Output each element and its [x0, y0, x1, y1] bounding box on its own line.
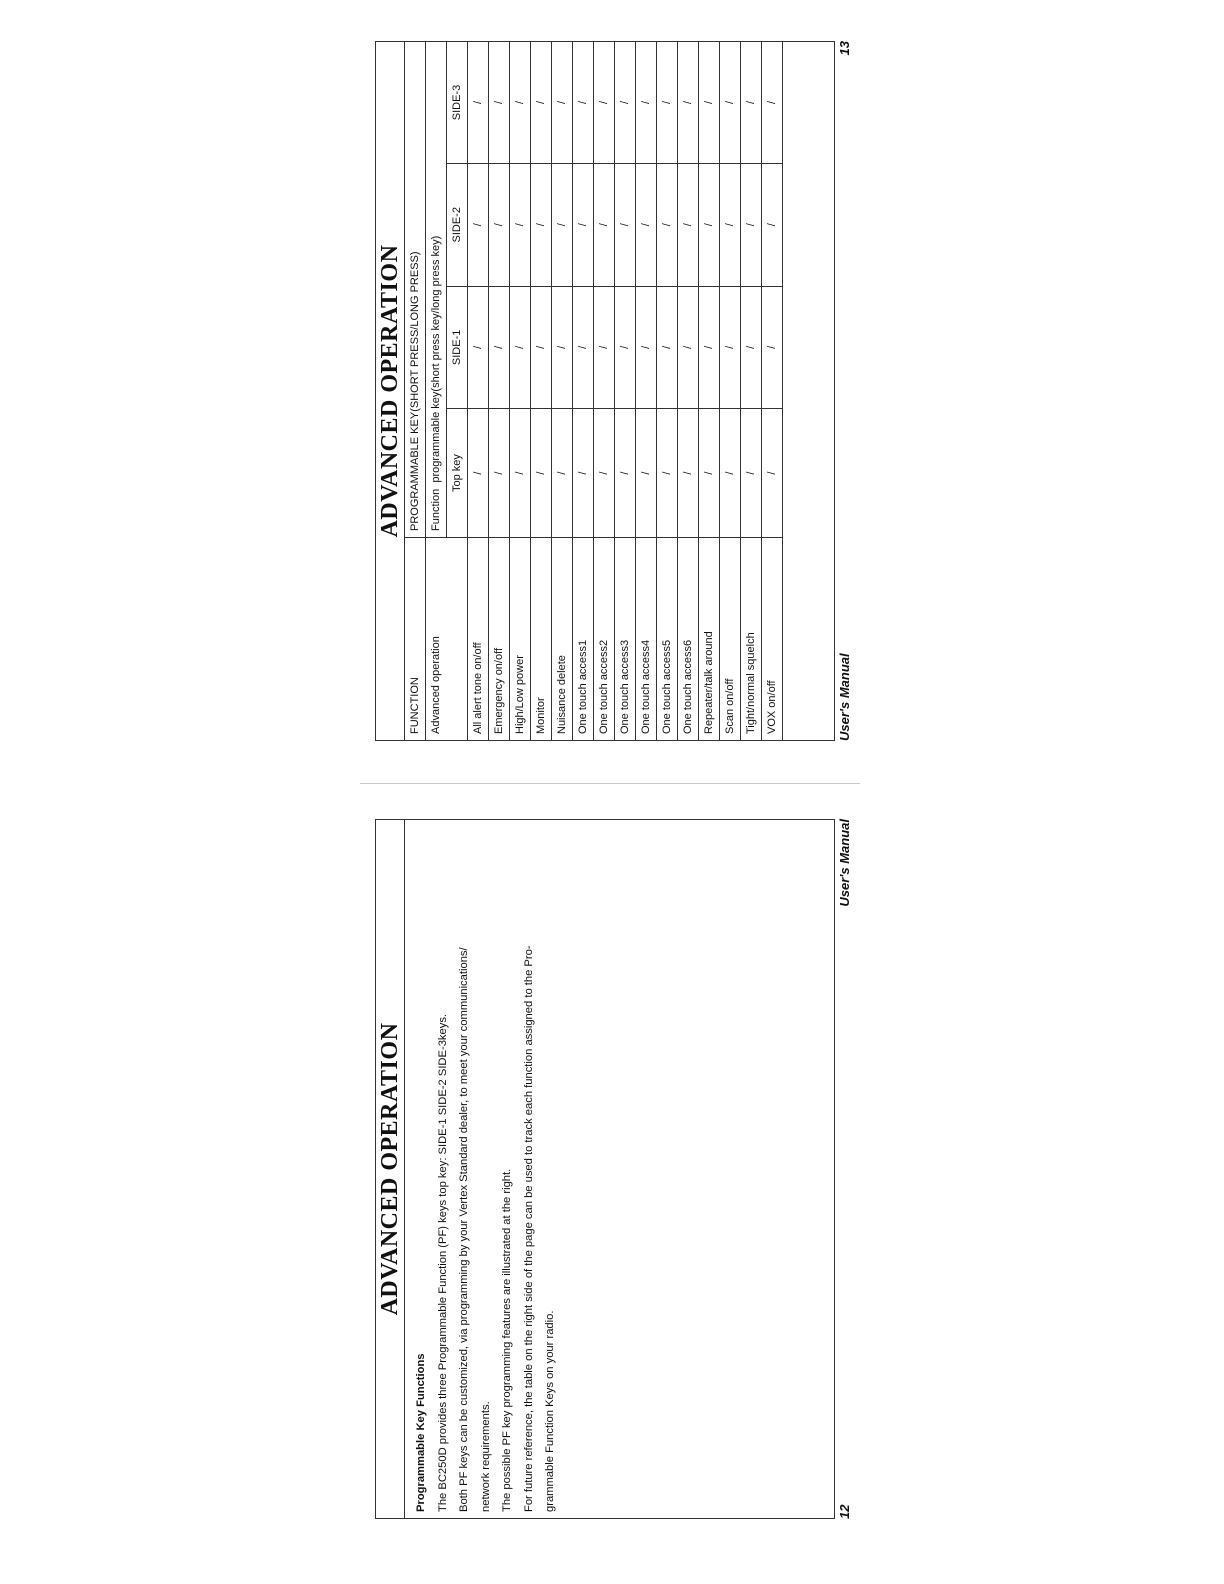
function-name-cell: One touch access5	[657, 538, 678, 741]
key-assignment-cell: /	[573, 409, 594, 538]
key-assignment-cell: /	[741, 286, 762, 409]
function-name-cell: All alert tone on/off	[468, 538, 489, 741]
key-assignment-cell: /	[552, 163, 573, 286]
page-13-footer	[835, 41, 855, 741]
column-header: SIDE-1	[447, 286, 468, 409]
key-assignment-cell: /	[699, 42, 720, 163]
table-row	[762, 42, 783, 740]
key-assignment-cell: /	[699, 286, 720, 409]
key-assignment-cell: /	[531, 286, 552, 409]
paragraph-line: grammable Function Keys on your radio.	[544, 1310, 556, 1512]
key-assignment-cell: /	[636, 163, 657, 286]
key-assignment-cell: /	[762, 163, 783, 286]
subheader-programmable-left: Function	[430, 488, 442, 531]
key-assignment-cell: /	[489, 163, 510, 286]
table-header-row	[405, 42, 426, 740]
function-name-cell: Emergency on/off	[489, 538, 510, 741]
key-assignment-cell: /	[636, 42, 657, 163]
paragraph-line: Both PF keys can be customized, via programming by your Vertex Standard dealer, to meet your communications/	[458, 947, 470, 1512]
paragraph-line: The possible PF key programming features are illustrated at the right.	[501, 1168, 513, 1512]
subheader-programmable-right: programmable key(short press key/long press key)	[430, 235, 442, 483]
key-assignment-cell: /	[510, 286, 531, 409]
table-row	[678, 42, 699, 740]
table-row	[552, 42, 573, 740]
table-body	[468, 42, 783, 740]
function-name-cell: High/Low power	[510, 538, 531, 741]
table-row	[468, 42, 489, 740]
function-name-cell: One touch access6	[678, 538, 699, 741]
key-assignment-cell: /	[678, 286, 699, 409]
page-title: ADVANCED OPERATION	[376, 820, 405, 1518]
key-assignment-cell: /	[489, 42, 510, 163]
key-assignment-cell: /	[594, 163, 615, 286]
table-row	[636, 42, 657, 740]
key-assignment-cell: /	[762, 286, 783, 409]
key-assignment-cell: /	[678, 163, 699, 286]
function-name-cell: One touch access1	[573, 538, 594, 741]
key-assignment-cell: /	[720, 286, 741, 409]
key-assignment-cell: /	[636, 286, 657, 409]
page-number: 13	[837, 41, 852, 56]
key-assignment-cell: /	[741, 163, 762, 286]
page-number: 12	[837, 1504, 852, 1519]
function-name-cell: One touch access3	[615, 538, 636, 741]
key-assignment-cell: /	[636, 409, 657, 538]
key-assignment-cell: /	[615, 42, 636, 163]
footer-manual-label: User's Manual	[837, 819, 852, 907]
key-assignment-cell: /	[762, 409, 783, 538]
header-programmable: PROGRAMMABLE KEY(SHORT PRESS/LONG PRESS)	[405, 42, 426, 538]
key-assignment-cell: /	[720, 42, 741, 163]
footer-manual-label: User's Manual	[837, 653, 852, 741]
key-assignment-cell: /	[657, 286, 678, 409]
key-assignment-cell: /	[573, 163, 594, 286]
page-12	[375, 819, 855, 1519]
table-row	[573, 42, 594, 740]
function-name-cell: Tight/normal squelch	[741, 538, 762, 741]
key-assignment-cell: /	[531, 409, 552, 538]
table-row	[531, 42, 552, 740]
key-assignment-cell: /	[594, 409, 615, 538]
key-assignment-cell: /	[615, 286, 636, 409]
key-assignment-cell: /	[615, 163, 636, 286]
page-12-frame	[375, 819, 835, 1519]
header-function: FUNCTION	[405, 538, 426, 741]
subheader-function: Advanced operation	[426, 538, 468, 741]
key-assignment-cell: /	[741, 42, 762, 163]
key-assignment-cell: /	[552, 286, 573, 409]
key-assignment-cell: /	[720, 409, 741, 538]
key-assignment-cell: /	[657, 42, 678, 163]
key-assignment-cell: /	[468, 286, 489, 409]
key-assignment-cell: /	[594, 286, 615, 409]
key-assignment-cell: /	[468, 42, 489, 163]
key-assignment-cell: /	[531, 42, 552, 163]
table-row	[720, 42, 741, 740]
key-assignment-cell: /	[720, 163, 741, 286]
column-header: Top key	[447, 409, 468, 538]
key-assignment-cell: /	[510, 42, 531, 163]
table-subheader-row	[426, 42, 447, 740]
key-assignment-cell: /	[678, 42, 699, 163]
paragraph-line: For future reference, the table on the right side of the page can be used to track each function assigned to the Pro-	[522, 945, 535, 1512]
key-assignment-cell: /	[468, 163, 489, 286]
table-row	[594, 42, 615, 740]
section-heading: Programmable Key Functions	[415, 1353, 427, 1512]
page-divider	[360, 783, 860, 784]
key-assignment-cell: /	[594, 42, 615, 163]
table-row	[615, 42, 636, 740]
key-assignment-cell: /	[468, 409, 489, 538]
key-assignment-cell: /	[699, 409, 720, 538]
page-12-footer	[835, 819, 855, 1519]
key-assignment-cell: /	[657, 163, 678, 286]
table-row	[741, 42, 762, 740]
key-assignment-cell: /	[510, 163, 531, 286]
key-assignment-cell: /	[657, 409, 678, 538]
key-assignment-cell: /	[552, 42, 573, 163]
key-assignment-cell: /	[699, 163, 720, 286]
table-row	[489, 42, 510, 740]
key-assignment-cell: /	[510, 409, 531, 538]
page-13	[375, 41, 855, 741]
column-header: SIDE-2	[447, 163, 468, 286]
key-assignment-cell: /	[762, 42, 783, 163]
function-name-cell: Monitor	[531, 538, 552, 741]
function-name-cell: Scan on/off	[720, 538, 741, 741]
column-header: SIDE-3	[447, 42, 468, 163]
page-title: ADVANCED OPERATION	[376, 42, 405, 740]
table-row	[657, 42, 678, 740]
key-assignment-cell: /	[489, 286, 510, 409]
table-row	[510, 42, 531, 740]
paragraph-line: The BC250D provides three Programmable Function (PF) keys top key: SIDE-1 SIDE-2 SIDE-3keys.	[436, 1013, 449, 1512]
function-name-cell: One touch access2	[594, 538, 615, 741]
paragraph-line: network requirements.	[479, 1401, 492, 1512]
page-13-frame	[375, 41, 835, 741]
key-assignment-cell: /	[678, 409, 699, 538]
function-name-cell: VOX on/off	[762, 538, 783, 741]
key-assignment-cell: /	[552, 409, 573, 538]
key-assignment-cell: /	[573, 42, 594, 163]
key-assignment-cell: /	[741, 409, 762, 538]
programmable-key-table	[405, 42, 783, 740]
key-assignment-cell: /	[489, 409, 510, 538]
key-assignment-cell: /	[615, 409, 636, 538]
table-row	[699, 42, 720, 740]
key-assignment-cell: /	[573, 286, 594, 409]
function-name-cell: Nuisance delete	[552, 538, 573, 741]
key-assignment-cell: /	[531, 163, 552, 286]
subheader-programmable	[426, 42, 447, 538]
function-name-cell: One touch access4	[636, 538, 657, 741]
function-name-cell: Repeater/talk around	[699, 538, 720, 741]
page-12-body	[405, 820, 562, 1518]
